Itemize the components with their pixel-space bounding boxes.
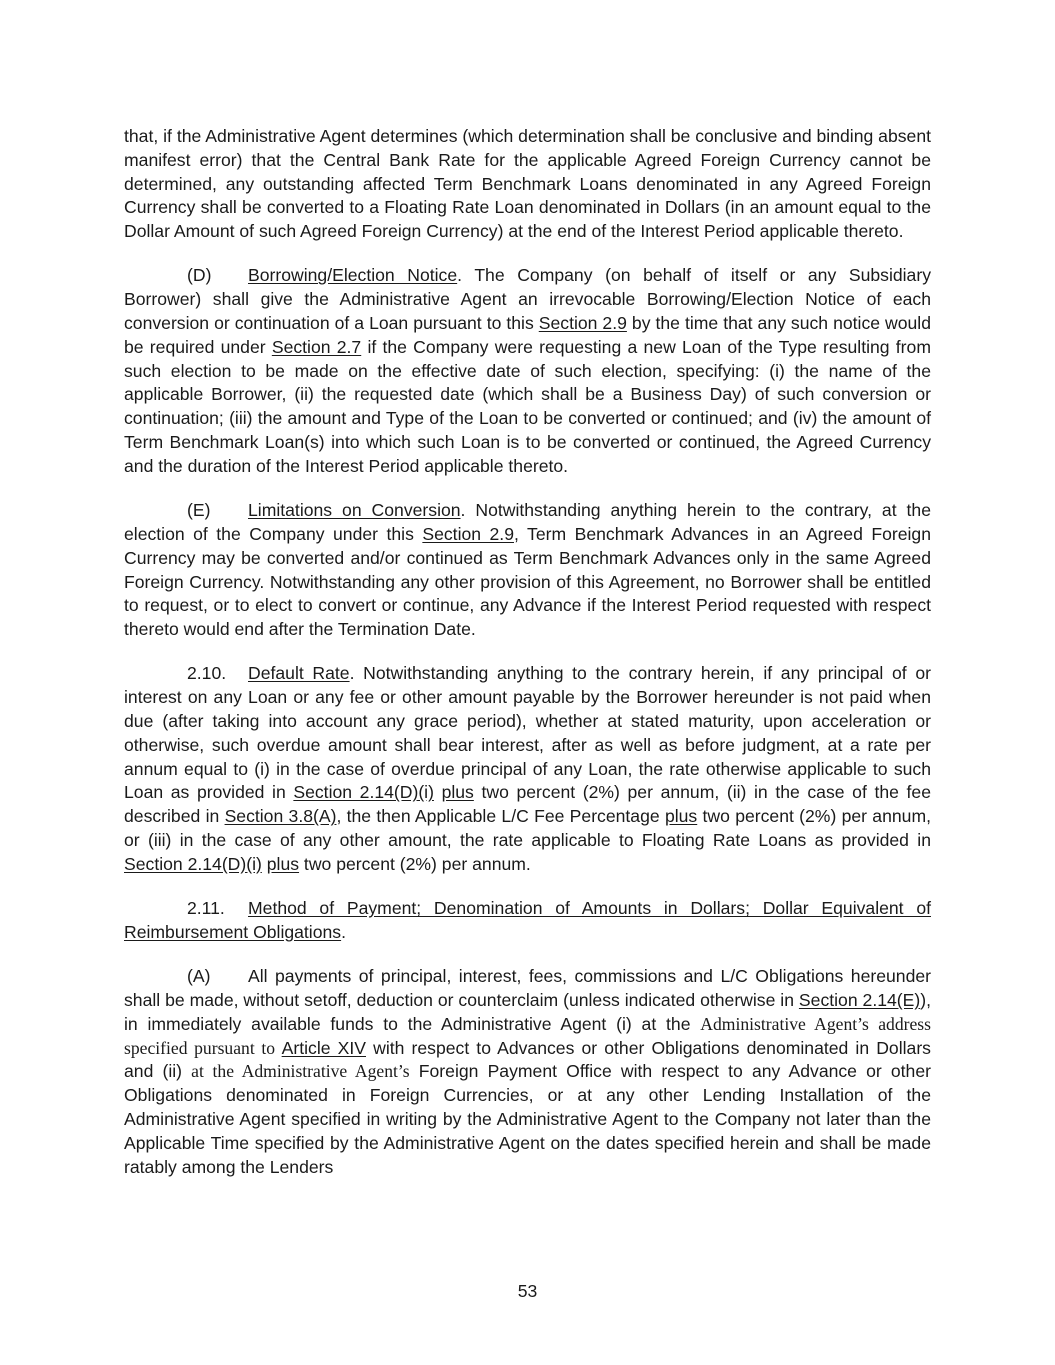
paragraph-text: by the time that any such notice would be required under xyxy=(124,313,931,357)
plus-term: plus xyxy=(664,806,698,827)
paragraph-text: two percent (2%) per annum, or (iii) in the case of any other amount, the rate applicable to Floating Rate Loans as provided in xyxy=(124,806,931,851)
paragraph-text: if the Company were requesting a new Loan of the Type resulting from such election to be made on the effective date of such election, specifying: (i) the name of the applicable Borrower, (ii) the requested date (which shall be a Business Day) of such conversion or continuation; (iii) the amount and Type of the Loan to be converted or continued; and (iv) the amount of Term Benchmark Loan(s) into which such Loan is to be converted or continued, the Agreed Currency and the duration of the Interest Period applicable thereto. xyxy=(124,336,931,476)
clause-label: (D) xyxy=(187,265,212,286)
section-reference: Section 2.9 xyxy=(422,523,514,544)
paragraph-text: with respect to Advances or other Obligations denominated in Dollars and (ii) xyxy=(124,1037,931,1082)
paragraph-borrowing-election-notice xyxy=(124,264,931,478)
clause-heading: Borrowing/Election Notice xyxy=(248,265,458,286)
section-reference: Section 2.7 xyxy=(271,336,362,357)
clause-heading: Limitations on Conversion xyxy=(248,500,461,521)
paragraph-text-serif: Administrative Agent’s address specified pursuant to xyxy=(124,1013,931,1058)
plus-term: plus xyxy=(266,853,300,874)
section-reference: Section 2.9 xyxy=(538,313,627,334)
page-body xyxy=(124,125,931,1200)
section-2-10-default-rate xyxy=(124,662,931,876)
paragraph-payments xyxy=(124,965,931,1179)
section-reference: Section 2.14(D)(i) xyxy=(293,782,434,803)
section-number: 2.10. xyxy=(187,663,227,684)
paragraph-text: that, if the Administrative Agent determines (which determination shall be conclusive and binding absent manifest error) that the Central Bank Rate for the applicable Agreed Foreign Currency cannot be determined, any outstanding affected Term Benchmark Loans denominated in any Agreed Foreign Currency shall be converted to a Floating Rate Loan denominated in Dollars (in an amount equal to the Dollar Amount of such Agreed Foreign Currency) at the end of the Interest Period applicable thereto. xyxy=(124,126,931,242)
paragraph-text: two percent (2%) per annum, (ii) in the case of the fee described in xyxy=(124,782,931,827)
paragraph-text: . Notwithstanding anything herein to the contrary, at the election of the Company under this xyxy=(124,500,931,544)
paragraph-text: ), in immediately available funds to the Administrative Agent (i) at the xyxy=(124,990,931,1034)
paragraph-continuation xyxy=(124,125,931,244)
paragraph-text: , Term Benchmark Advances in an Agreed Foreign Currency may be converted and/or continued as Term Benchmark Advances only in the same Agreed Foreign Currency. Notwithstanding any other provision of this Agreement, no Borrower shall be entitled to request, or to elect to convert or continue, any Advance if the Interest Period requested with respect thereto would end after the Termination Date. xyxy=(124,523,931,640)
paragraph-text xyxy=(434,782,442,802)
paragraph-text: All payments of principal, interest, fees, commissions and L/C Obligations hereunder shall be made, without setoff, deduction or counterclaim (unless indicated otherwise in xyxy=(124,966,931,1010)
article-reference: Article XIV xyxy=(281,1037,366,1058)
section-2-11-method-of-payment xyxy=(124,897,931,945)
section-heading: Default Rate xyxy=(248,663,350,684)
paragraph-text-serif: at the Administrative Agent’s xyxy=(191,1061,410,1082)
section-reference: Section 2.14(E) xyxy=(798,990,921,1010)
section-reference: Section 2.14(D)(i) xyxy=(124,853,262,874)
paragraph-text: two percent (2%) per annum. xyxy=(299,853,531,874)
section-heading: Method of Payment; Denomination of Amounts in Dollars; Dollar Equivalent of Reimbursement Obligations xyxy=(124,898,931,942)
paragraph-text: Foreign Payment Office with respect to any Advance or other Obligations denominated in Foreign Currencies, or at any other Lending Installation of the Administrative Agent specified in writing by the Administrative Agent to the Company not later than the Applicable Time specified by the Administrative Agent on the dates specified herein and shall be made ratably among the Lenders xyxy=(124,1061,931,1177)
paragraph-text: . The Company (on behalf of itself or any Subsidiary Borrower) shall give the Administrative Agent an irrevocable Borrowing/Election Notice of each conversion or continuation of a Loan pursuant to this xyxy=(124,265,932,334)
paragraph-text: . xyxy=(341,921,346,942)
paragraph-text: , the then Applicable L/C Fee Percentage xyxy=(336,806,665,827)
clause-label: (A) xyxy=(187,966,211,987)
page-number: 53 xyxy=(517,1281,538,1301)
section-reference: Section 3.8(A) xyxy=(224,806,337,827)
section-number: 2.11. xyxy=(187,898,225,919)
clause-label: (E) xyxy=(187,500,211,521)
plus-term: plus xyxy=(441,782,474,803)
paragraph-text: . Notwithstanding anything to the contrary herein, if any principal of or interest on any Loan or any fee or other amount payable by the Borrower hereunder is not paid when due (after taking into account any grace period), whether at stated maturity, upon acceleration or otherwise, such overdue amount shall bear interest, after as well as before judgment, at a rate per annum equal to (i) in the case of overdue principal of any Loan, the rate otherwise applicable to such Loan as provided in xyxy=(124,663,931,803)
paragraph-limitations-on-conversion xyxy=(124,499,931,642)
